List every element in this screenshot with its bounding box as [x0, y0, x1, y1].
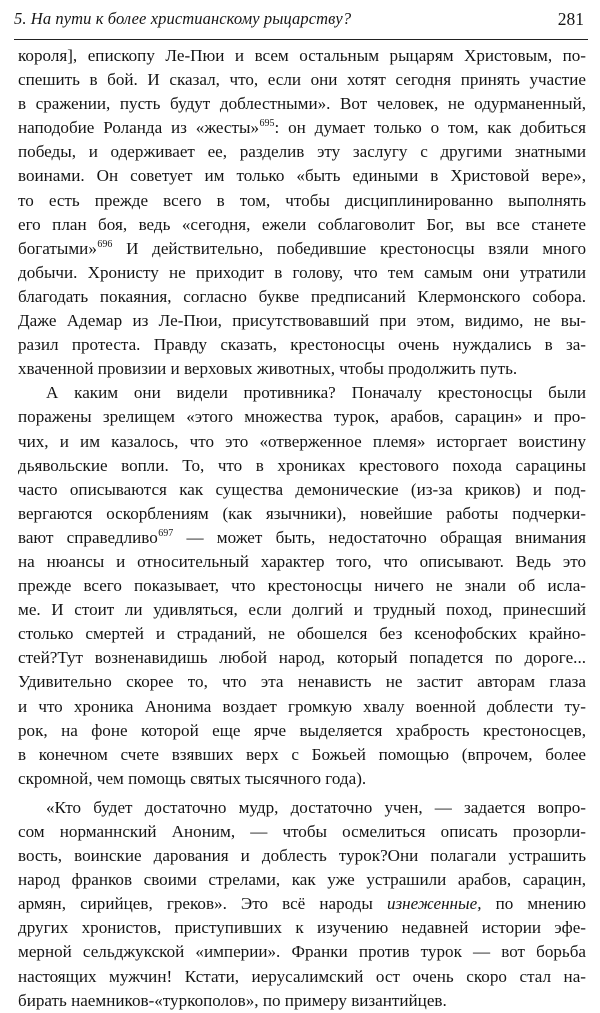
running-title: 5. На пути к более христианскому рыцарству?: [14, 9, 352, 28]
footnote-ref[interactable]: 695: [259, 118, 275, 130]
line-segment: армян, сирийцев, греков». Это всё народы: [18, 894, 387, 914]
text-line: скромной, чем помощь святых тысячного года).: [18, 768, 367, 788]
text-line: «Кто будет достаточно мудр, достаточно учен, — задается вопро-: [46, 797, 586, 817]
line-segment: наподобие Роланда из «жесты»: [18, 118, 260, 138]
text-line: народ франков своими стрелами, как уже устрашили арабов, сарацин,: [18, 870, 586, 890]
text-line: спешить в бой. И сказал, что, если они хотят сегодня принять участие: [18, 70, 586, 90]
text-line: вость, воинские дарования и доблесть турок?Они полагали устрашить: [18, 846, 586, 866]
line-segment: И действительно, победившие крестоносцы взяли много: [112, 238, 586, 258]
text-line: и что хроника Анонима воздает громкую хвалу военной доблести ту-: [18, 696, 586, 716]
italic-word: изнеженные,: [386, 894, 482, 914]
text-line: Удивительно скорее то, что эта ненависть не застит авторам глаза: [18, 672, 586, 692]
line-segment: — может быть, недостаточно обращая внимания: [173, 527, 586, 547]
running-head: [14, 6, 588, 36]
text-line: рок, на фоне которой еще ярче выделяется храбрость крестоносцев,: [18, 720, 586, 740]
text-line: мерной сельджукской «империи». Франки против турок — вот борьба: [18, 942, 586, 962]
text-line: воинами. Он советует им только «быть едиными в Христовой вере»,: [18, 166, 586, 186]
text-line: разил протеста. Правду сказать, крестоносцы очень нуждались в за-: [18, 335, 586, 355]
text-line: [18, 116, 586, 140]
text-line: в сражении, пусть будут доблестными». Вот человек, не одурманенный,: [18, 94, 586, 114]
text-line: настоящих мужчин! Кстати, иерусалимский ост очень скоро стал на-: [18, 966, 586, 986]
text-line: вергаются оскорблениям (как язычники), новейшие работы подчерки-: [18, 503, 586, 523]
text-line: хваченной провизии и верховых животных, чтобы продолжить путь.: [18, 359, 518, 379]
page-number: 281: [557, 9, 584, 29]
header-rule: [14, 39, 588, 40]
text-line: часто описываются как существа демонические (из-за криков) и под-: [18, 479, 586, 499]
footnote-ref[interactable]: 696: [97, 238, 113, 250]
text-line: [18, 237, 586, 261]
text-line: дьявольские вопли. То, что в хрониках крестового похода сарацины: [18, 455, 586, 475]
text-line: добычи. Хронисту не приходит в голову, что тем самым они утратили: [18, 262, 586, 282]
text-line: поражены зрелищем «этого множества турок, арабов, сарацин» и про-: [18, 407, 586, 427]
text-line: короля], епископу Ле-Пюи и всем остальным рыцарям Христовым, по-: [18, 46, 586, 65]
text-line: ме. И стоит ли удивляться, если долгий и трудный поход, принесший: [18, 600, 586, 620]
text-line: его план боя, ведь «сегодня, ежели соблаговолит Бог, вы все станете: [18, 214, 586, 234]
line-segment: : он думает только о том, как добиться: [274, 118, 586, 138]
text-line: победы, и одерживает ее, разделив эту заслугу с другими знатными: [18, 142, 586, 162]
text-line: прежде всего показывает, что крестоносцы ничего не знали об исла-: [18, 576, 586, 596]
text-line: других хронистов, приступивших к изучению недавней истории эфе-: [18, 918, 586, 938]
text-line: стей?Тут возненавидишь любой народ, который попадется по дороге...: [18, 648, 586, 668]
line-segment: вают справедливо: [18, 527, 158, 547]
text-line: то есть прежде всего в том, чтобы дисциплинированно выполнять: [18, 190, 586, 210]
line-segment: по мнению: [481, 894, 586, 914]
text-line: столько смертей и страданий, не обошелся без ксенофобских крайно-: [18, 624, 586, 644]
text-line: [18, 526, 586, 550]
body-text: [18, 44, 586, 1013]
text-line: на нюансы и относительный характер того, что описывают. Ведь это: [18, 551, 586, 571]
text-line: в конечном счете взявших верх с Божьей помощью (впрочем, более: [18, 744, 586, 764]
line-segment: богатыми»: [18, 238, 97, 258]
text-line: Даже Адемар из Ле-Пюи, присутствовавший при этом, видимо, не вы-: [18, 311, 586, 331]
text-line: благодать покаяния, согласно букве предписаний Клермонского собора.: [18, 286, 586, 306]
footnote-ref[interactable]: 697: [158, 527, 174, 539]
text-line: сом норманнский Аноним, — чтобы осмелиться описать прозорли-: [18, 822, 586, 841]
text-line: бирать наемников-«туркополов», по примеру византийцев.: [18, 990, 447, 1010]
text-line: А каким они видели противника? Поначалу крестоносцы были: [46, 383, 586, 403]
text-line: чих, и им казалось, что это «отверженное племя» исторгает воистину: [18, 431, 586, 451]
text-line: [18, 892, 586, 916]
